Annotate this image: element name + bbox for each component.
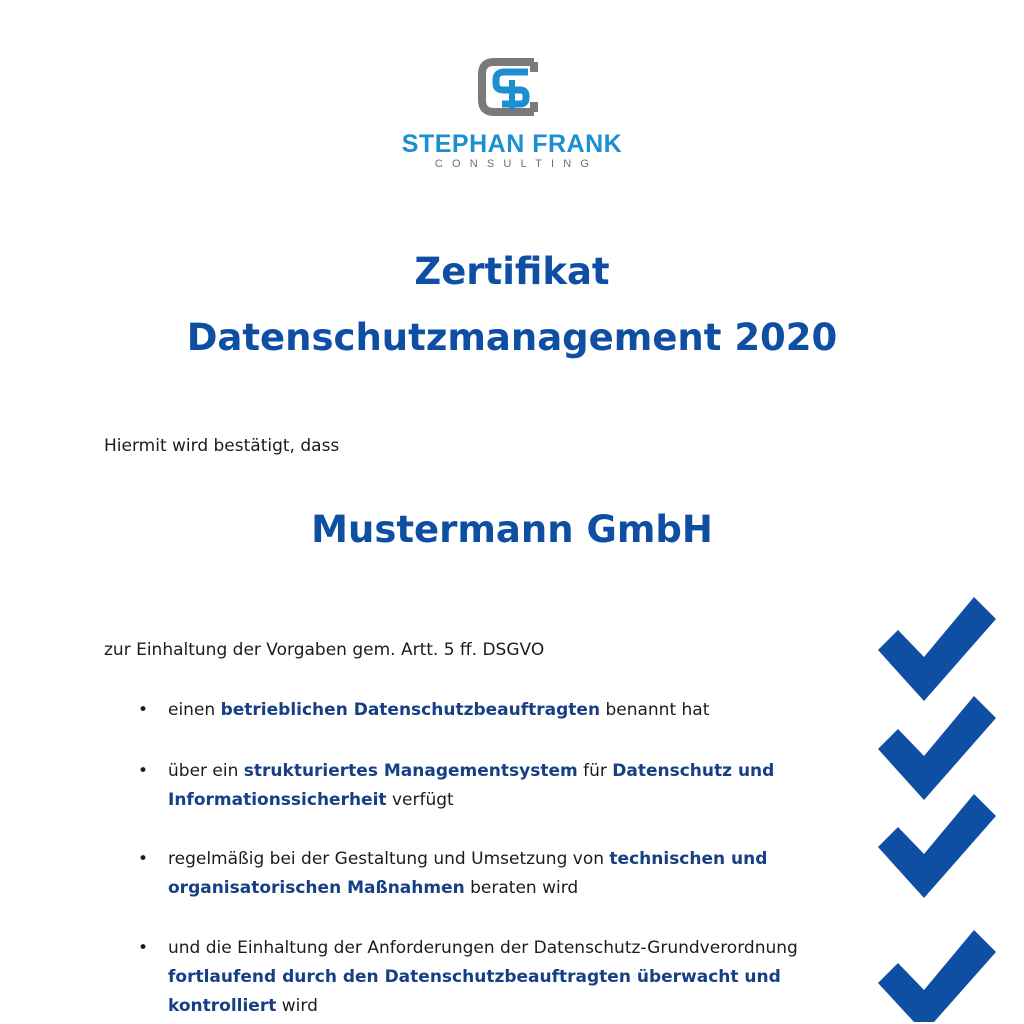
highlight-text: fortlaufend durch den Datenschutzbeauftragten überwacht und bbox=[168, 967, 781, 987]
highlight-text: Datenschutz und bbox=[612, 761, 775, 781]
text: wird bbox=[276, 996, 318, 1016]
text: über ein bbox=[168, 761, 244, 781]
list-item-text bbox=[168, 757, 888, 815]
highlight-text: kontrolliert bbox=[168, 996, 277, 1016]
highlight-text: organisatorischen Maßnahmen bbox=[168, 878, 465, 898]
bullet-icon: • bbox=[138, 700, 149, 720]
logo-mark-icon bbox=[472, 52, 552, 122]
list-item-text bbox=[168, 845, 888, 903]
highlight-text: betrieblichen Datenschutzbeauftragten bbox=[220, 700, 601, 720]
text: einen bbox=[168, 700, 221, 720]
checkmark-icon bbox=[876, 928, 998, 1024]
text: regelmäßig bei der Gestaltung und Umsetzung von bbox=[168, 849, 610, 869]
checkmark-icon bbox=[876, 694, 998, 802]
intro-text: Hiermit wird bestätigt, dass bbox=[104, 436, 340, 456]
highlight-text: technischen und bbox=[609, 849, 768, 869]
company-name: Mustermann GmbH bbox=[311, 508, 713, 551]
text: und die Einhaltung der Anforderungen der Datenschutz-Grundverordnung bbox=[168, 938, 798, 958]
title-line-2: Datenschutzmanagement 2020 bbox=[186, 316, 838, 359]
highlight-text: strukturiertes Managementsystem bbox=[243, 761, 578, 781]
bullet-icon: • bbox=[138, 761, 149, 781]
list-item-text bbox=[168, 934, 888, 1021]
title-line-1: Zertifikat bbox=[414, 250, 610, 293]
logo-subtitle: CONSULTING bbox=[434, 158, 599, 170]
bullet-icon: • bbox=[138, 938, 149, 958]
highlight-text: Informationssicherheit bbox=[168, 790, 387, 810]
company-logo bbox=[0, 52, 1024, 170]
bullet-icon: • bbox=[138, 849, 149, 869]
checkmark-icon bbox=[876, 792, 998, 900]
logo-name: STEPHAN FRANK bbox=[401, 130, 623, 158]
lead-text: zur Einhaltung der Vorgaben gem. Artt. 5 ff. DSGVO bbox=[104, 640, 545, 660]
text: verfügt bbox=[386, 790, 454, 810]
text: beraten wird bbox=[464, 878, 579, 898]
checkmark-icon bbox=[876, 595, 998, 703]
text: benannt hat bbox=[600, 700, 710, 720]
list-item-text bbox=[168, 696, 888, 725]
text: für bbox=[577, 761, 613, 781]
